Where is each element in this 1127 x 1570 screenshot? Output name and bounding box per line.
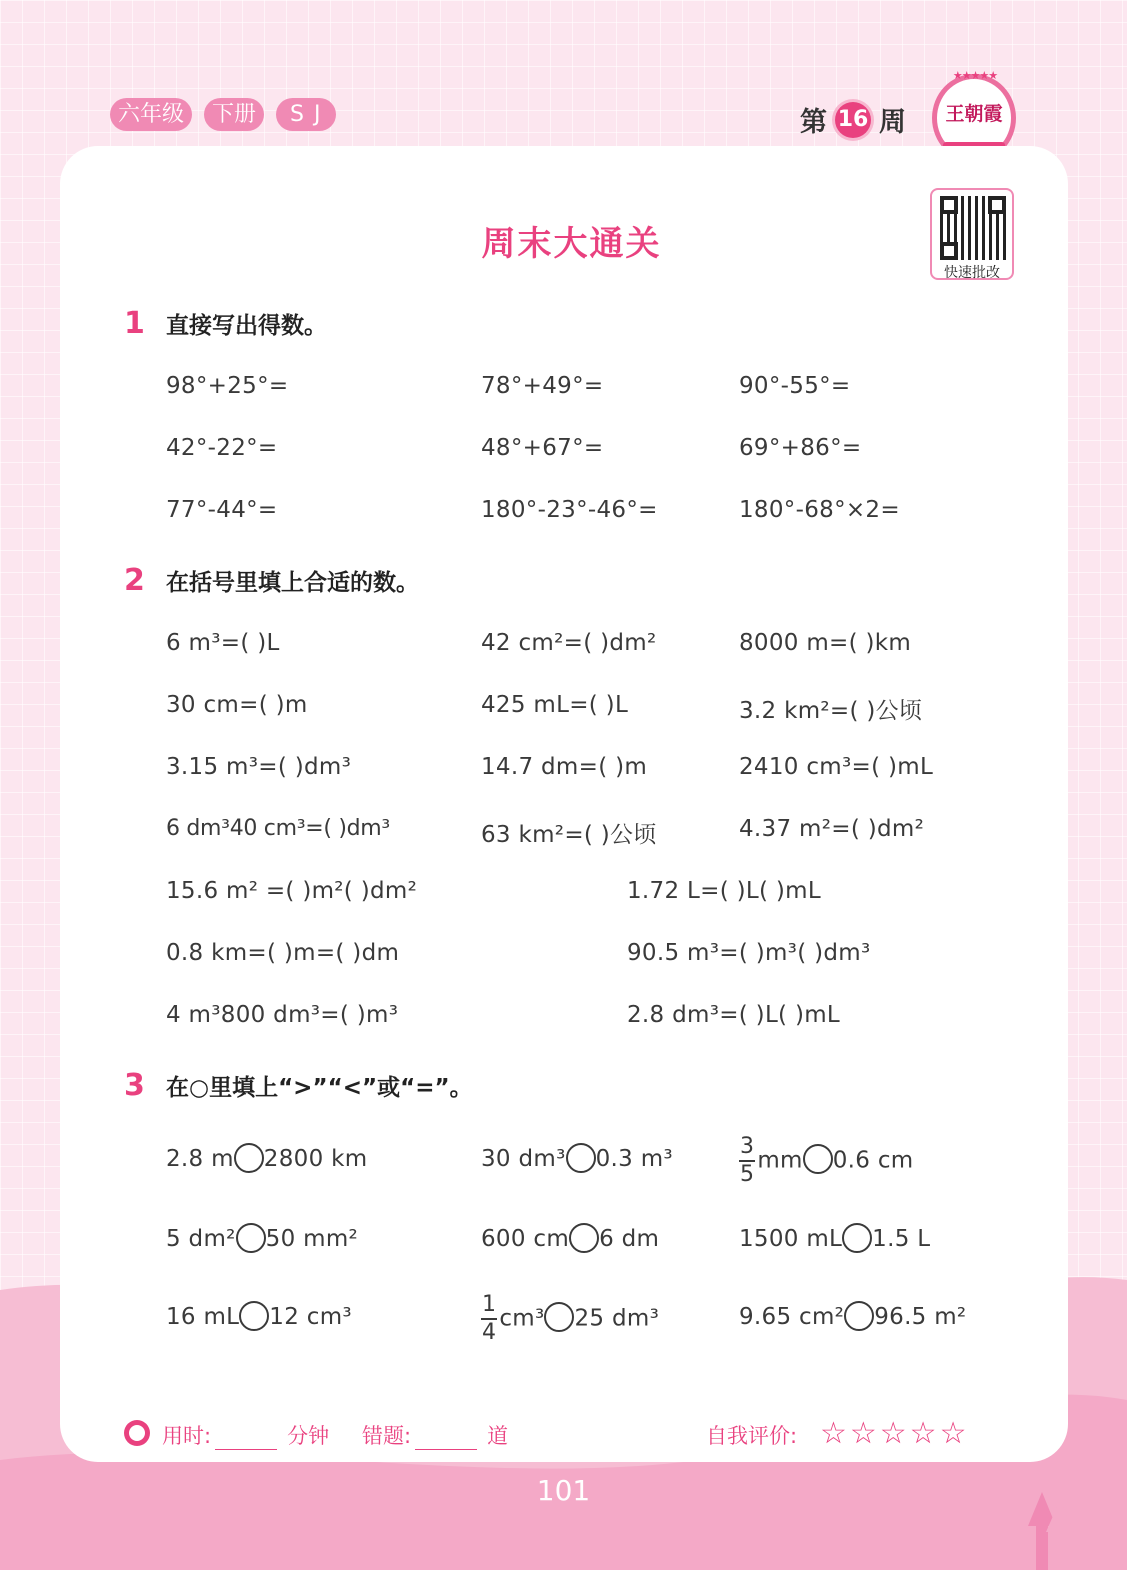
week-indicator bbox=[800, 100, 906, 139]
week-number-badge: 16 bbox=[835, 102, 871, 138]
problem: 2.8 dm³=( )L( )mL bbox=[627, 1002, 841, 1028]
qr-label: 快速批改 bbox=[944, 265, 1000, 281]
section-3-row bbox=[0, 1226, 1127, 1266]
grade-tag: 六年级 bbox=[110, 98, 192, 131]
problem: 6 m³=( )L bbox=[166, 630, 280, 656]
fraction-denominator: 4 bbox=[482, 1320, 497, 1345]
section-title: 直接写出得数。 bbox=[166, 313, 327, 339]
fraction-numerator: 1 bbox=[481, 1294, 497, 1320]
problem: 180°-68°×2= bbox=[739, 497, 900, 523]
compare-left: 9.65 cm² bbox=[739, 1304, 845, 1330]
problem: 90°-55°= bbox=[739, 373, 851, 399]
section-3-row bbox=[0, 1134, 1127, 1192]
problem: 0.8 km=( )m=( )dm bbox=[166, 940, 400, 966]
errors-input[interactable] bbox=[415, 1428, 477, 1450]
problem: 1.72 L=( )L( )mL bbox=[627, 878, 821, 904]
errors-label: 错题: bbox=[362, 1424, 412, 1448]
stopwatch-icon bbox=[124, 1420, 150, 1446]
answer-circle[interactable] bbox=[234, 1143, 264, 1173]
section-1-row bbox=[0, 373, 1127, 413]
section-3-row bbox=[0, 1292, 1127, 1350]
star-rating[interactable]: ☆☆☆☆☆ bbox=[820, 1416, 970, 1451]
section-number: 3 bbox=[124, 1068, 145, 1103]
section-2-row bbox=[0, 878, 1127, 918]
section-title: 在括号里填上合适的数。 bbox=[166, 570, 419, 596]
compare-left: 30 dm³ bbox=[481, 1146, 566, 1172]
section-2-heading bbox=[124, 563, 419, 598]
compare-left: 16 mL bbox=[166, 1304, 240, 1330]
section-number: 1 bbox=[124, 306, 145, 341]
section-2-row bbox=[0, 816, 1127, 856]
problem: 4.37 m²=( )dm² bbox=[739, 816, 925, 842]
comparison-problem bbox=[481, 1294, 659, 1344]
comparison-problem bbox=[166, 1226, 358, 1253]
problem: 77°-44°= bbox=[166, 497, 278, 523]
compare-left: cm³ bbox=[499, 1305, 545, 1332]
qr-corner bbox=[988, 196, 1006, 214]
problem: 6 dm³40 cm³=( )dm³ bbox=[166, 816, 390, 841]
answer-circle[interactable] bbox=[803, 1144, 833, 1174]
comparison-problem bbox=[166, 1146, 367, 1173]
comparison-problem bbox=[739, 1304, 966, 1331]
time-spent bbox=[162, 1420, 329, 1450]
comparison-problem bbox=[739, 1226, 930, 1253]
compare-right: 1.5 L bbox=[872, 1226, 931, 1252]
page-number: 101 bbox=[536, 1474, 591, 1507]
compare-right: 12 cm³ bbox=[269, 1304, 352, 1330]
compare-right: 0.6 cm bbox=[832, 1147, 914, 1174]
errors-unit: 道 bbox=[487, 1424, 509, 1448]
fraction bbox=[739, 1136, 755, 1186]
arrow-up-icon bbox=[1028, 1492, 1078, 1570]
problem: 90.5 m³=( )m³( )dm³ bbox=[627, 940, 871, 966]
section-2-row bbox=[0, 1002, 1127, 1042]
problem: 15.6 m² =( )m²( )dm² bbox=[166, 878, 418, 904]
section-2-row bbox=[0, 940, 1127, 980]
section-1-row bbox=[0, 497, 1127, 537]
compare-left: mm bbox=[757, 1147, 803, 1174]
compare-left: 1500 mL bbox=[739, 1226, 843, 1252]
time-input[interactable] bbox=[215, 1428, 277, 1450]
compare-right: 96.5 m² bbox=[874, 1304, 967, 1330]
problem: 78°+49°= bbox=[481, 373, 604, 399]
compare-left: 2.8 m bbox=[166, 1146, 234, 1172]
edition-tag: SJ bbox=[276, 98, 336, 131]
problem: 98°+25°= bbox=[166, 373, 289, 399]
problem: 14.7 dm=( )m bbox=[481, 754, 648, 780]
problem: 4 m³800 dm³=( )m³ bbox=[166, 1002, 399, 1028]
time-unit: 分钟 bbox=[287, 1424, 330, 1448]
fraction bbox=[481, 1294, 497, 1344]
week-prefix: 第 bbox=[800, 107, 827, 138]
section-2-row bbox=[0, 692, 1127, 732]
answer-circle[interactable] bbox=[566, 1143, 596, 1173]
error-count bbox=[362, 1420, 508, 1450]
compare-left: 5 dm² bbox=[166, 1226, 236, 1252]
section-1-heading bbox=[124, 306, 327, 341]
problem: 48°+67°= bbox=[481, 435, 604, 461]
problem: 42°-22°= bbox=[166, 435, 278, 461]
qr-corner bbox=[940, 196, 958, 214]
fraction-numerator: 3 bbox=[739, 1136, 755, 1162]
answer-circle[interactable] bbox=[239, 1301, 269, 1331]
compare-right: 2800 km bbox=[263, 1146, 368, 1172]
answer-circle[interactable] bbox=[844, 1301, 874, 1331]
compare-right: 25 dm³ bbox=[574, 1305, 660, 1332]
comparison-problem bbox=[739, 1136, 913, 1186]
section-number: 2 bbox=[124, 563, 145, 598]
answer-circle[interactable] bbox=[544, 1302, 574, 1332]
problem: 42 cm²=( )dm² bbox=[481, 630, 657, 656]
compare-right: 50 mm² bbox=[265, 1226, 359, 1252]
time-label: 用时: bbox=[162, 1424, 212, 1448]
answer-circle[interactable] bbox=[569, 1223, 599, 1253]
problem: 180°-23°-46°= bbox=[481, 497, 658, 523]
section-2-row bbox=[0, 630, 1127, 670]
comparison-problem bbox=[481, 1226, 659, 1253]
logo-text: 王朝霞 bbox=[945, 103, 1003, 125]
week-suffix: 周 bbox=[879, 107, 906, 138]
problem: 69°+86°= bbox=[739, 435, 862, 461]
comparison-problem bbox=[166, 1304, 352, 1331]
section-title: 在○里填上“>”“<”或“=”。 bbox=[166, 1075, 473, 1101]
grade-tags bbox=[110, 98, 336, 131]
section-1-row bbox=[0, 435, 1127, 475]
problem: 2410 cm³=( )mL bbox=[739, 754, 934, 780]
qr-corner bbox=[940, 242, 958, 260]
compare-right: 0.3 m³ bbox=[595, 1146, 673, 1172]
compare-left: 600 cm bbox=[481, 1226, 570, 1252]
volume-tag: 下册 bbox=[204, 98, 264, 131]
answer-circle[interactable] bbox=[842, 1223, 872, 1253]
problem: 3.15 m³=( )dm³ bbox=[166, 754, 352, 780]
page-title: 周末大通关 bbox=[481, 224, 662, 264]
problem: 8000 m=( )km bbox=[739, 630, 912, 656]
qr-code-box[interactable] bbox=[930, 188, 1014, 280]
fraction-denominator: 5 bbox=[740, 1162, 755, 1187]
compare-right: 6 dm bbox=[599, 1226, 660, 1252]
problem: 3.2 km²=( )公顷 bbox=[739, 698, 923, 724]
section-3-heading bbox=[124, 1068, 473, 1103]
problem: 30 cm=( )m bbox=[166, 692, 308, 718]
logo-stars-icon: ★★★★★ bbox=[952, 69, 998, 82]
problem: 425 mL=( )L bbox=[481, 692, 629, 718]
comparison-problem bbox=[481, 1146, 673, 1173]
footer-bar bbox=[124, 1418, 994, 1452]
problem: 63 km²=( )公顷 bbox=[481, 822, 657, 848]
section-2-row bbox=[0, 754, 1127, 794]
rating-label: 自我评价: bbox=[706, 1424, 798, 1448]
answer-circle[interactable] bbox=[236, 1223, 266, 1253]
